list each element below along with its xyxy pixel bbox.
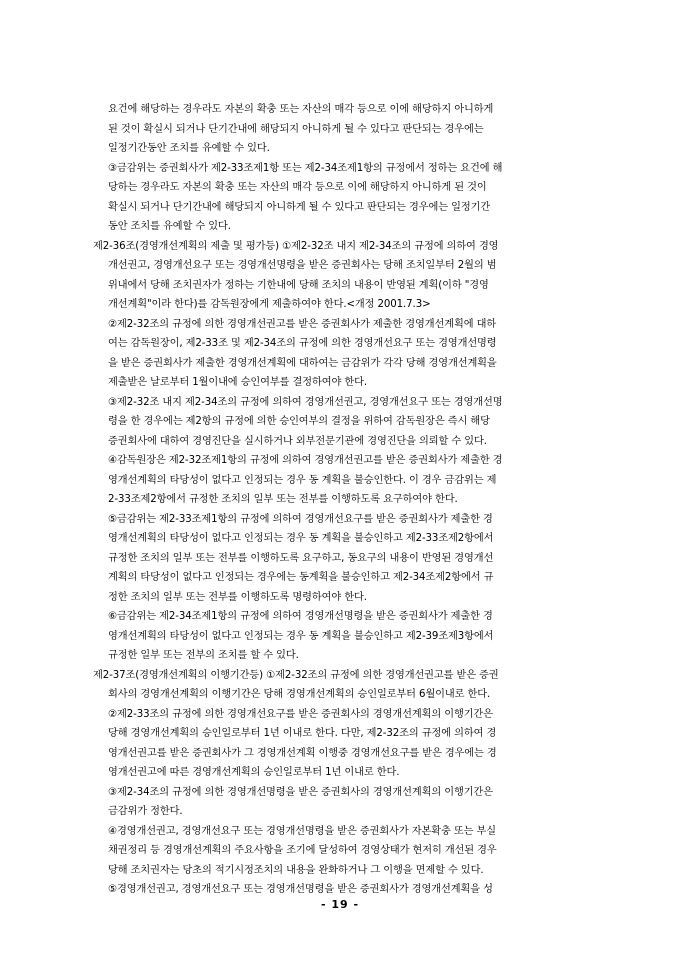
text-line: 규정한 일부 또는 전부의 조치를 할 수 있다. — [108, 650, 299, 661]
text-line: ④경영개선권고, 경영개선요구 또는 경영개선명령을 받은 증권회사가 자본확충 또는 부실 — [108, 825, 496, 837]
text-line: 여는 감독원장이, 제2-33조 및 제2-34조의 규정에 의한 경영개선요구 또는 경영개선명령 — [108, 338, 497, 349]
text-line: 된 것이 확실시 되거나 단기간내에 해당되지 아니하게 될 수 있다고 판단되는 경우에는 — [108, 123, 484, 135]
article-heading-line: 제2-37조(경영개선계획의 이행기간등) ①제2-32조의 규정에 의한 경영개선권고를 받은 증권 — [93, 669, 499, 681]
text-line: 위내에서 당해 조치권자가 정하는 기한내에 당해 조치의 내용이 반영된 계획(이하 "경영 — [108, 279, 489, 291]
text-line: ⑤금감위는 제2-33조제1항의 규정에 의하여 경영개선요구를 받은 증권회사가 제출한 경 — [108, 513, 493, 525]
article-heading-line: 제2-36조(경영개선계획의 제출 및 평가등) ①제2-32조 내지 제2-34조의 규정에 의하여 경영 — [93, 240, 499, 252]
text-line: ③제2-34조의 규정에 의한 경영개선명령을 받은 증권회사의 경영개선계획의 이행기간은 — [108, 786, 493, 798]
text-line: 영개선권고에 따른 경영개선계획의 승인일로부터 1년 이내로 한다. — [108, 767, 400, 778]
text-line: ⑤경영개선권고, 경영개선요구 또는 경영개선명령을 받은 증권회사가 경영개선계획을 성 — [108, 884, 493, 895]
text-line: 계획의 타당성이 없다고 인정되는 경우에는 동계획을 불승인하고 제2-34조제2항에서 규 — [108, 572, 494, 583]
text-line: 회사의 경영개선계획의 이행기간은 당해 경영개선계획의 승인일로부터 6월이내로 한다. — [108, 689, 491, 700]
text-line: 영개선계획의 타당성이 없다고 인정되는 경우 동 계획을 불승인한다. 이 경우 금감위는 제 — [108, 474, 497, 486]
text-line: ⑥금감위는 제2-34조제1항의 규정에 의하여 경영개선명령을 받은 증권회사가 제출한 경 — [108, 611, 493, 622]
text-line: ②제2-33조의 규정에 의한 경영개선요구를 받은 증권회사의 경영개선계획의 이행기간은 — [108, 708, 493, 720]
text-line: ④감독원장은 제2-32조제1항의 규정에 의하여 경영개선권고를 받은 증권회사가 제출한 경 — [108, 455, 503, 466]
text-line: ③제2-32조 내지 제2-34조의 규정에 의하여 경영개선권고, 경영개선요구 또는 경영개선명 — [108, 396, 503, 408]
text-line: 당하는 경우라도 자본의 확충 또는 자산의 매각 등으로 이에 해당하지 아니하게 된 것이 — [108, 182, 487, 193]
text-line: 금감위가 정한다. — [108, 806, 183, 817]
text-line: 영개선권고를 받은 증권회사가 그 경영개선계획 이행중 경영개선요구를 받은 경우에는 경 — [108, 747, 497, 759]
text-line: 당해 조치권자는 당초의 적기시정조치의 내용을 완화하거나 그 이행을 면제할 수 있다. — [108, 864, 484, 876]
text-line: 당해 경영개선계획의 승인일로부터 1년 이내로 한다. 다만, 제2-32조의 규정에 의하여 경 — [108, 728, 497, 739]
text-line: 제출받은 날로부터 1월이내에 승인여부를 결정하여야 한다. — [108, 377, 367, 388]
text-line: 개선권고, 경영개선요구 또는 경영개선명령을 받은 증권회사는 당해 조치일부터 2월의 범 — [108, 260, 497, 271]
text-line: 요건에 해당하는 경우라도 자본의 확충 또는 자산의 매각 등으로 이에 해당하지 아니하게 — [108, 104, 494, 115]
text-line: 영개선계획의 타당성이 없다고 인정되는 경우 동 계획을 불승인하고 제2-39조제3항에서 — [108, 630, 494, 642]
text-line: 동안 조치를 유예할 수 있다. — [108, 221, 231, 232]
text-line: 채권정리 등 경영개선계획의 주요사항을 조기에 달성하여 경영상태가 현저히 개선된 경우 — [108, 845, 497, 856]
page-number: - 19 - — [320, 898, 360, 911]
text-line: 정한 조치의 일부 또는 전부를 이행하도록 명령하여야 한다. — [108, 591, 367, 603]
text-line: 을 받은 증권회사가 제출한 경영개선계획에 대하여는 금감위가 각각 당해 경영개선계획을 — [108, 357, 497, 369]
text-line: ②제2-32조의 규정에 의한 경영개선권고를 받은 증권회사가 제출한 경영개선계획에 대하 — [108, 318, 497, 330]
text-line: 규정한 조치의 일부 또는 전부를 이행하도록 요구하고, 동요구의 내용이 반영된 경영개선 — [108, 552, 494, 564]
text-line: 영개선계획의 타당성이 없다고 인정되는 경우 동 계획을 불승인하고 제2-33조제2항에서 — [108, 533, 494, 544]
text-line: 증권회사에 대하여 경영진단을 실시하거나 외부전문기관에 경영진단을 의뢰할 수 있다. — [108, 435, 487, 447]
text-line: 개선계획"이라 한다)를 감독원장에게 제출하여야 한다.<개정 2001.7.3> — [108, 299, 431, 310]
text-line: 령을 한 경우에는 제2항의 규정에 의한 승인여부의 결정을 위하여 감독원장은 즉시 해당 — [108, 416, 490, 427]
text-line: 확실시 되거나 단기간내에 해당되지 아니하게 될 수 있다고 판단되는 경우에는 일정기간 — [108, 201, 491, 213]
text-line: ③금감위는 증권회사가 제2-33조제1항 또는 제2-34조제1항의 규정에서 정하는 요건에 해 — [108, 162, 503, 174]
text-line: 일정기간동안 조치를 유예할 수 있다. — [108, 143, 270, 154]
text-line: 2-33조제2항에서 규정한 조치의 일부 또는 전부를 이행하도록 요구하여야 한다. — [108, 494, 458, 505]
